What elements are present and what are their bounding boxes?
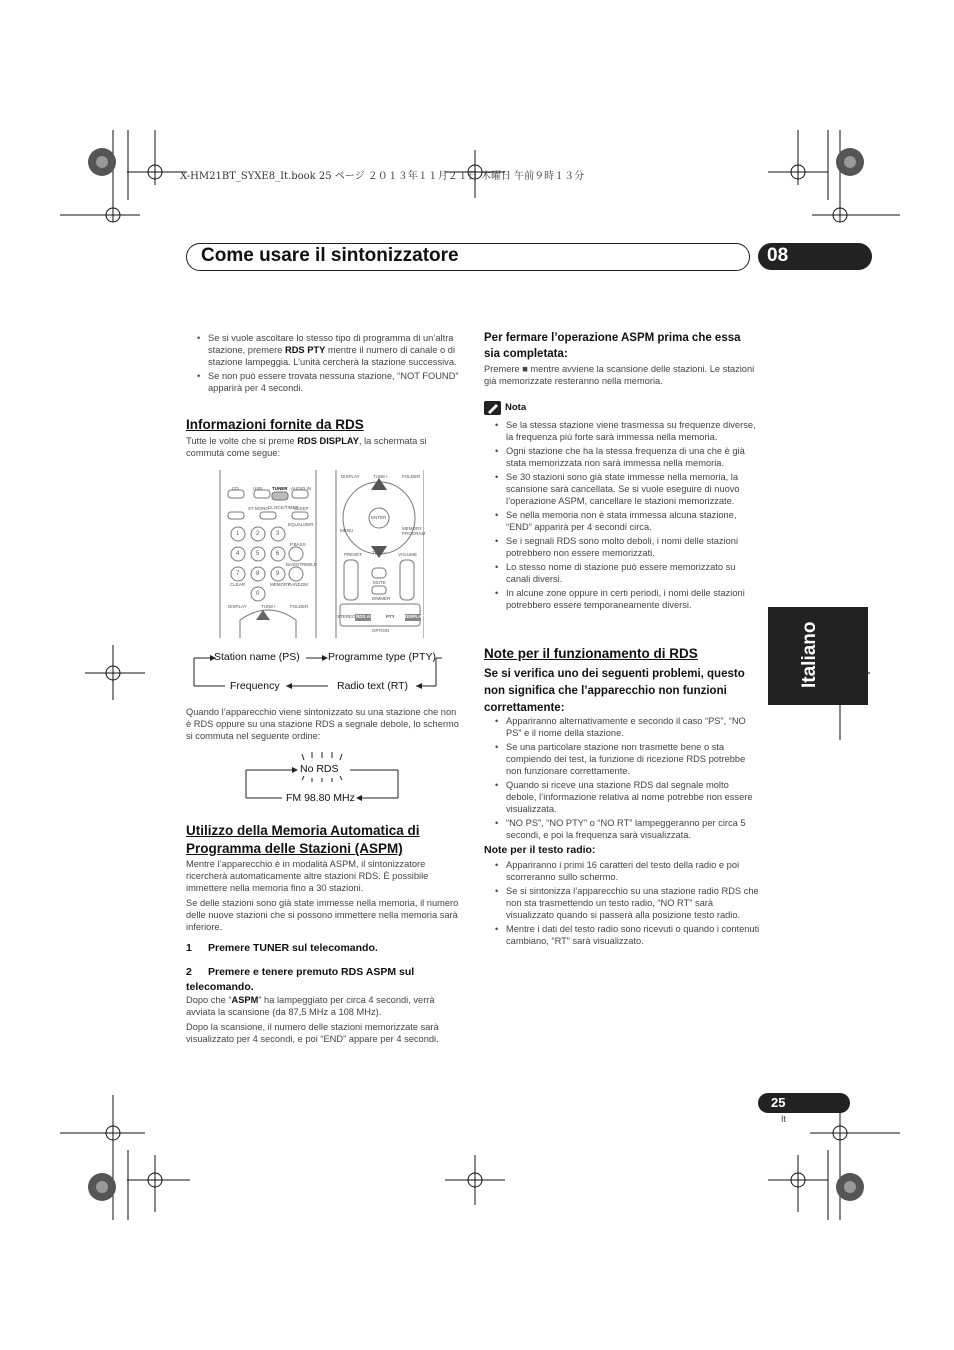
remote-key-9: 9	[276, 571, 280, 577]
remote-label-rds-aspm: RDS ASPM	[356, 614, 380, 619]
rds-info-intro: Tutte le volte che si preme RDS DISPLAY, la schermata si commuta come segue:	[186, 436, 427, 458]
remote-label-enter: ENTER	[371, 515, 387, 520]
remote-label-tuner: TUNER	[272, 486, 288, 491]
remote-label-clock-timer: CLOCK/TIMER	[268, 505, 299, 510]
label-fm-frequency: FM 98.80 MHz	[286, 792, 355, 804]
remote-key-0: 0	[256, 591, 260, 597]
step-2-details: Dopo che “ASPM” ha lampeggiato per circa 4 secondi, verrà avviata la scansione (da 87,5 MHz a 108 MHz). Dopo la scansione, il numero delle stazioni memorizzate sarà visualizzato per 4 secondi, e poi “END” appare per 4 secondi.	[186, 994, 462, 1045]
list-item: • “NO PS”, “NO PTY” o “NO RT” lampeggeranno per circa 5 secondi, e poi la frequenza sarà visualizzata.	[506, 817, 761, 841]
remote-label-menu: MENU	[340, 528, 354, 533]
note-items	[486, 419, 761, 611]
step-2-text: Premere e tenere premuto RDS ASPM sul telecomando.	[186, 966, 415, 993]
stop-aspm-text: Premere ■ mentre avviene la scansione delle stazioni. Le stazioni già memorizzate resteranno nella memoria.	[484, 364, 755, 386]
list-item: • Lo stesso nome di stazione può essere memorizzato su canali diversi.	[506, 561, 761, 585]
remote-key-2: 2	[256, 531, 260, 537]
list-item: • Se nella memoria non è stata immessa alcuna stazione, “END” apparirà per 4 secondi circa.	[506, 509, 761, 533]
remote-label-option: OPTION	[372, 628, 390, 633]
stop-aspm-heading: Per fermare l’operazione ASPM prima che essa sia completata:	[484, 332, 741, 360]
remote-label-tune-plus-right: TUNE+	[373, 474, 388, 479]
step-2-number: 2	[186, 966, 192, 978]
aspm-paragraph-2: Se delle stazioni sono già state immesse nella memoria, il numero delle nuove stazioni che si possono immettere nella memoria sarà inferiore.	[186, 898, 459, 932]
remote-key-6: 6	[276, 551, 280, 557]
remote-label-usb: USB	[253, 486, 263, 491]
remote-key-3: 3	[276, 531, 280, 537]
section-heading-rds-info: Informazioni fornite da RDS	[186, 417, 364, 432]
list-item: • Se si sintonizza l’apparecchio su una stazione radio RDS che non sta trasmettendo un testo radio, “NO RT” sarà visualizzato quando si passerà alla posizione testo radio.	[506, 885, 761, 921]
page-number: 25	[771, 1095, 786, 1110]
remote-label-memory-program: MEMORY PROGRAM	[402, 526, 426, 536]
remote-label-pbass: P.BASS	[290, 542, 306, 547]
label-station-name: Station name (PS)	[214, 651, 300, 663]
remote-label-pty: PTY	[386, 614, 395, 619]
list-item: • Quando si riceve una stazione RDS dal segnale molto debole, l’informazione relativa al nome potrebbe non essere visualizzata.	[506, 779, 761, 815]
remote-label-tune-minus: TUNE–	[372, 550, 387, 555]
remote-label-stereo: STEREO	[337, 614, 356, 619]
label-frequency: Frequency	[230, 680, 280, 692]
remote-label-rds-display: DISPLAY	[405, 614, 425, 619]
step-2-paragraph-2: Dopo la scansione, il numero delle stazioni memorizzate sarà visualizzato per 4 secondi, e poi “END” appare per 4 secondi.	[186, 1022, 439, 1044]
remote-label-bass-treble: BASS/TREBLE	[286, 562, 317, 567]
label-no-rds: No RDS	[300, 763, 339, 775]
page-language: It	[781, 1114, 787, 1124]
remote-key-5: 5	[256, 551, 260, 557]
radio-text-heading: Note per il testo radio:	[484, 844, 596, 856]
problems-heading: Se si verifica uno dei seguenti problemi, questo non significa che l’apparecchio non funzioni correttamente:	[484, 668, 745, 714]
step-2	[186, 965, 462, 995]
note-list	[486, 419, 761, 613]
remote-label-clear: CLEAR	[230, 582, 246, 587]
list-item: • Appariranno i primi 16 caratteri del testo della radio e poi scorreranno sullo schermo.	[506, 859, 761, 883]
list-item: • Se non può essere trovata nessuna stazione, “NOT FOUND” apparirà per 4 secondi.	[208, 370, 460, 394]
remote-label-memory: MEMORY	[270, 582, 291, 587]
remote-key-8: 8	[256, 571, 260, 577]
list-item: • Se 30 stazioni sono già state immesse nella memoria, la scansione sarà cancellata. Se si vuole eseguire di nuovo l’operazione ASPM, cancellare le stazioni memorizzate.	[506, 471, 761, 507]
note-label: Nota	[505, 402, 527, 413]
list-item: • Appariranno alternativamente e secondo il caso “PS”, “NO PS” e il nome della stazione.	[506, 715, 761, 739]
list-item: • Se si vuole ascoltare lo stesso tipo di programma di un’altra stazione, premere RDS PTY mentre il numero di canale o di stazione lampeggia. L’unità cercherà la stazione successiva.	[208, 332, 460, 368]
remote-label-audio-in: AUDIO IN	[291, 486, 312, 491]
remote-label-cd: CD	[232, 486, 239, 491]
chapter-number: 08	[767, 245, 789, 266]
weak-signal-paragraph: Quando l’apparecchio viene sintonizzato su una stazione che non è RDS oppure su una stazione RDS a segnale debole, lo schermo si commuta nel seguente ordine:	[186, 707, 459, 741]
aspm-heading-line1: Utilizzo della Memoria Automatica di	[186, 823, 420, 838]
step-1	[186, 941, 462, 956]
file-header: X-HM21BT_SYXE8_It.book 25 ページ ２０１３年１１月２１日 木曜日 午前９時１３分	[180, 171, 585, 182]
remote-label-dimmer: DIMMER	[372, 596, 391, 601]
section-heading-rds-notes: Note per il funzionamento di RDS	[484, 646, 698, 661]
aspm-paragraphs	[186, 858, 462, 933]
note-icon	[484, 401, 501, 415]
label-programme-type: Programme type (PTY)	[328, 651, 436, 663]
left-bullets	[188, 332, 460, 396]
remote-label-display: DISPLAY	[228, 604, 247, 609]
chapter-badge	[758, 243, 872, 270]
radio-text-list	[486, 859, 761, 949]
remote-label-folder-right: FOLDER	[402, 474, 421, 479]
list-item: • Se una particolare stazione non trasmette bene o sta compiendo dei test, la funzione di ricezione RDS potrebbe non funzionare correttamente.	[506, 741, 761, 777]
remote-key-4: 4	[236, 551, 240, 557]
language-tab	[768, 607, 868, 705]
remote-label-display-right: DISPLAY	[341, 474, 360, 479]
remote-label-sleep: SLEEP	[294, 506, 309, 511]
remote-label-st-mono: ST MONO	[248, 506, 269, 511]
label-radio-text: Radio text (RT)	[337, 680, 408, 692]
remote-label-equalizer: EQUALIZER	[288, 522, 314, 527]
page-title: Come usare il sintonizzatore	[201, 245, 459, 266]
remote-key-1: 1	[236, 531, 240, 537]
list-item: • Ogni stazione che ha la stessa frequenza di una che è già stata memorizzata non sarà immessa nella memoria.	[506, 445, 761, 469]
list-item: • In alcune zone oppure in certi periodi, i nomi delle stazioni potrebbero essere temporaneamente diversi.	[506, 587, 761, 611]
remote-illustration	[216, 470, 424, 638]
list-item: • Se la stessa stazione viene trasmessa su frequenze diverse, la frequenza più forte sarà immessa nella memoria.	[506, 419, 761, 443]
step-1-number: 1	[186, 942, 192, 954]
remote-label-preset: PRESET	[344, 552, 363, 557]
page-number-badge	[758, 1093, 850, 1113]
problems-list	[486, 715, 761, 843]
aspm-heading-line2: Programma delle Stazioni (ASPM)	[186, 841, 403, 856]
remote-label-volume: VOLUME	[398, 552, 418, 557]
remote-key-7: 7	[236, 571, 240, 577]
remote-label-random: RANDOM	[288, 582, 308, 587]
list-item: • Mentre i dati del testo radio sono ricevuti o quando i contenuti cambiano, “RT” sarà visualizzato.	[506, 923, 761, 947]
remote-label-tune-plus: TUNE+	[261, 604, 276, 609]
section-heading-aspm	[186, 822, 420, 858]
step-1-text: Premere TUNER sul telecomando.	[208, 942, 378, 954]
list-item: • Se i segnali RDS sono molto deboli, i nomi delle stazioni potrebbero non essere memorizzati.	[506, 535, 761, 559]
aspm-paragraph-1: Mentre l’apparecchio è in modalità ASPM, il sintonizzatore ricercherà automaticamente altre stazioni RDS. È possibile immettere nella memoria fino a 30 stazioni.	[186, 859, 429, 893]
remote-labels	[216, 470, 424, 638]
page-title-bar	[186, 243, 750, 271]
language-tab-label: Italiano	[799, 621, 820, 689]
remote-label-mute: MUTE	[373, 580, 386, 585]
remote-label-folder: FOLDER	[290, 604, 309, 609]
